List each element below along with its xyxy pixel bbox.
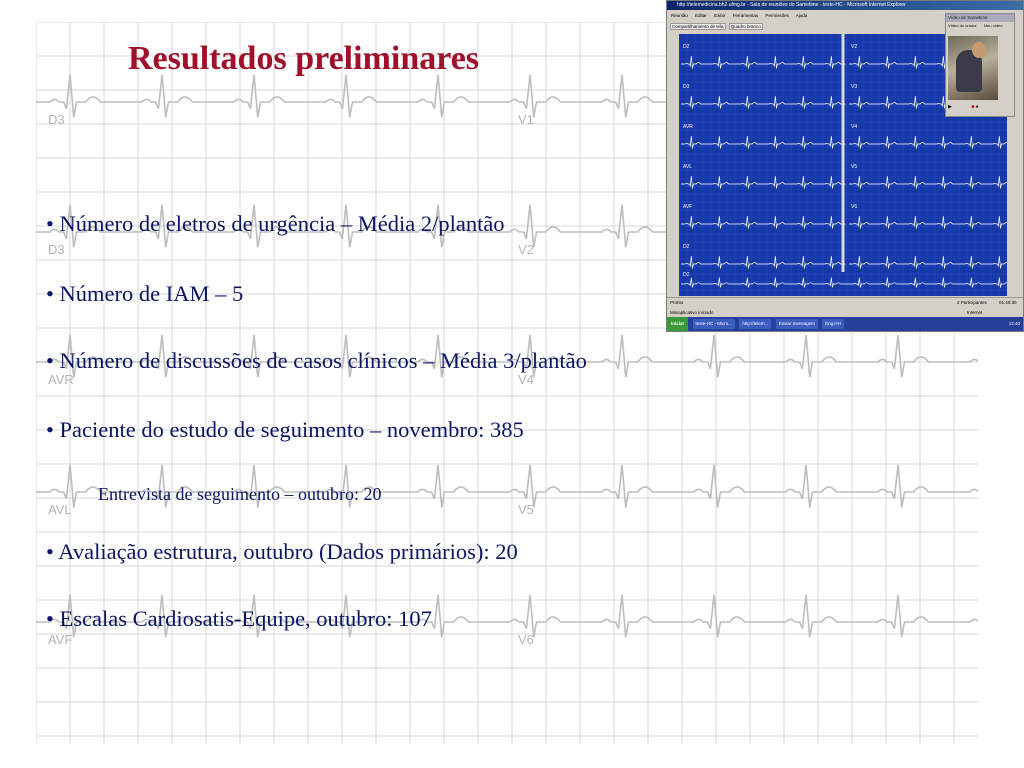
menu-item[interactable]: Reunião: [671, 13, 688, 18]
taskbar: [667, 317, 1023, 331]
ecg-lead-label: AVL: [683, 164, 693, 170]
ecg-lead-label: V4: [851, 124, 858, 130]
ecg-lead-label: D2: [683, 272, 690, 278]
sub-bullet-item: Entrevista de seguimento – outubro: 20: [98, 484, 382, 504]
bullet-item: • Escalas Cardiosatis-Equipe, outubro: 107: [46, 606, 432, 631]
bullet-item: • Número de discussões de casos clínicos – Média 3/plantão: [46, 348, 587, 373]
ecg-lead-label: D3: [48, 112, 65, 127]
ecg-lead-label: V5: [851, 164, 858, 170]
participants-count: 2 Participantes: [957, 300, 987, 305]
bullet-item: • Paciente do estudo de seguimento – novembro: 385: [46, 417, 524, 442]
ecg-lead-label: V6: [851, 204, 858, 210]
toolbar: [667, 21, 945, 33]
video-panel-header: Vídeo de Sametime: [946, 14, 1014, 22]
menu-item[interactable]: Editar: [695, 13, 707, 18]
menu-item[interactable]: Permissões: [765, 13, 789, 18]
taskbar-clock: 12:40: [1008, 321, 1020, 326]
whiteboard-button[interactable]: Quadro branco: [730, 24, 761, 29]
record-icon[interactable]: ●: [975, 104, 979, 110]
ecg-lead-label: AVR: [48, 372, 74, 387]
menu-item[interactable]: Ajuda: [795, 13, 808, 18]
ecg-lead-label: AVL: [48, 502, 72, 517]
ecg-lead-label: V4: [518, 372, 534, 387]
taskbar-item[interactable]: Eng.HH: [822, 319, 844, 329]
tab-speaker-video[interactable]: Vídeo do orador: [948, 23, 977, 28]
ecg-lead-label: V2: [851, 44, 858, 50]
embedded-screenshot: [666, 0, 1024, 332]
ecg-lead-label: AVR: [683, 124, 693, 130]
ecg-lead-label: D2: [683, 44, 690, 50]
window-title: http://telemedicina.bh2.ufmg.br - Sala de reuniões do Sametime - teste-HC - Microsoft Internet Explorer: [667, 1, 1023, 10]
play-icon[interactable]: ▶: [948, 104, 952, 110]
tab-my-video[interactable]: Meu vídeo: [983, 23, 1003, 28]
menu-item[interactable]: Ferramentas: [732, 13, 759, 18]
bullet-item: • Número de IAM – 5: [46, 281, 244, 306]
status-time: 01:40:30: [999, 300, 1017, 305]
bullet-item: • Avaliação estrutura, outubro (Dados primários): 20: [46, 539, 518, 564]
taskbar-item[interactable]: http://telem...: [739, 319, 771, 329]
ecg-lead-label: V1: [518, 112, 534, 127]
video-panel: [945, 13, 1015, 117]
bullet-item: • Número de eletros de urgência – Média 2/plantão: [46, 211, 505, 236]
applet-status: Miniaplicativo iniciado: [670, 310, 714, 315]
ecg-lead-label: V3: [851, 84, 858, 90]
menu-item[interactable]: Exibir: [714, 13, 726, 18]
ecg-lead-label: D3: [683, 84, 690, 90]
zone-label: Internet: [967, 310, 983, 315]
person-head: [972, 42, 986, 58]
stop-icon[interactable]: ■: [971, 104, 975, 110]
taskbar-item[interactable]: teste-HC - Micro...: [693, 319, 736, 329]
status-text: Pronto: [670, 300, 684, 305]
ecg-lead-label: D3: [48, 242, 65, 257]
ecg-lead-label: AVF: [683, 204, 693, 210]
ecg-lead-label: V6: [518, 632, 534, 647]
slide-title: Resultados preliminares: [128, 40, 480, 77]
video-feed: [948, 36, 998, 100]
ecg-lead-label: V5: [518, 502, 534, 517]
status-bar: [667, 297, 1023, 307]
start-button[interactable]: Iniciar: [667, 317, 688, 331]
ecg-lead-label: V2: [518, 242, 534, 257]
ecg-lead-label: D2: [683, 244, 690, 250]
ecg-lead-label: AVF: [48, 632, 73, 647]
taskbar-item[interactable]: Enviar mensagem: [776, 319, 818, 329]
screen-share-button[interactable]: Compartilhamento de tela: [672, 24, 724, 29]
